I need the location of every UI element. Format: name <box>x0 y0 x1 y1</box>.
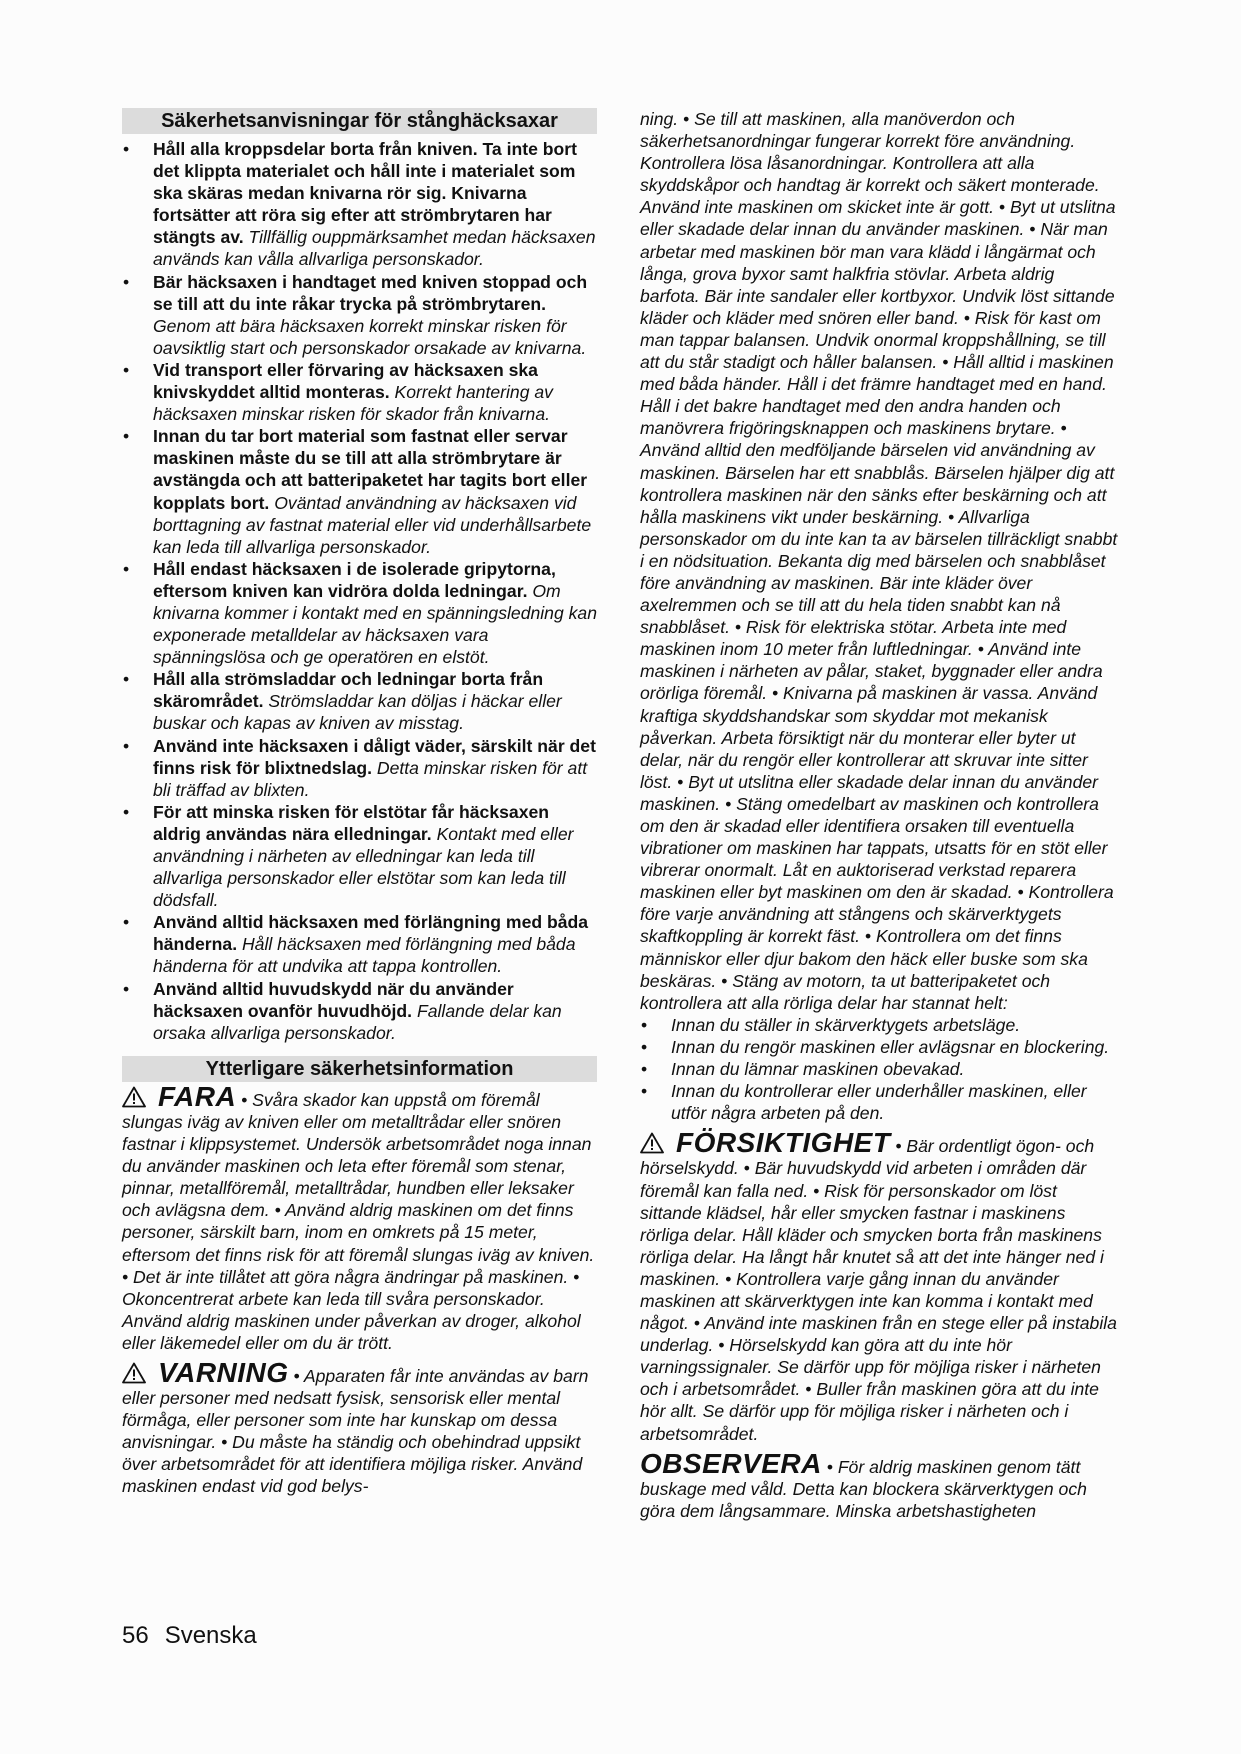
language-label: Svenska <box>164 1622 257 1649</box>
list-item <box>122 668 597 734</box>
list-item <box>122 911 597 977</box>
bullet-italic-text: Om knivarna kommer i kontakt med en spänningsledning kan exponerade metalldelar av häcksaxen vara spänningslösa och ge operatören en elstöt. <box>153 580 598 668</box>
warning-triangle-icon <box>122 1086 146 1108</box>
bullet-italic-text: Fallande delar kan orsaka allvarliga personskador. <box>153 1000 562 1043</box>
caution-paragraph <box>640 1127 1118 1444</box>
notice-text: • För aldrig maskinen genom tätt buskage med våld. Detta kan blockera skärverktygen och göra dem långsammare. Minska arbetshastigheten <box>640 1456 1087 1521</box>
bullet-italic-text: Kontakt med eller användning i närheten av elledningar kan leda till allvarliga personskador eller elstötar som kan leda till dödsfall. <box>153 823 574 911</box>
list-item: • Innan du kontrollerar eller underhåller maskinen, eller utför några arbeten på den. <box>640 1080 1118 1124</box>
bullet-italic-text: Håll häcksaxen med förlängning med båda händerna för att undvika att tappa kontrollen. <box>153 934 576 977</box>
list-item <box>122 425 597 558</box>
bullet-italic-text: Genom att bära häcksaxen korrekt minskar risken för oavsiktlig start och personskador orsakade av knivarna. <box>153 315 587 358</box>
bullet-bold-text: Bär häcksaxen i handtaget med kniven stoppad och se till att du inte råkar trycka på strömbrytaren. <box>153 271 588 314</box>
notice-label: OBSERVERA <box>640 1447 822 1479</box>
bullet-bold-text: Håll endast häcksaxen i de isolerade gripytorna, eftersom kniven kan vidröra dolda ledningar. <box>153 558 556 601</box>
section-header-hedge-trimmer-safety: Säkerhetsanvisningar för stånghäcksaxar <box>122 108 597 134</box>
warning-text: • Apparaten får inte användas av barn eller personer med nedsatt fysisk, sensorisk eller mental förmåga, eller personer som inte har kunskap om dessa anvisningar. • Du måste ha ständig och obehindrad uppsikt över arbetsområdet för att identifiera möjliga risker. Använd maskinen endast vid god belys- <box>122 1365 589 1497</box>
bullet-italic-text: Detta minskar risken för att bli träffad av blixten. <box>153 757 588 800</box>
list-item <box>122 558 597 668</box>
danger-paragraph <box>122 1080 597 1354</box>
bullet-italic-text: Strömsladdar kan döljas i häckar eller buskar och kapas av kniven av misstag. <box>153 691 562 734</box>
stop-conditions-list <box>640 1014 1118 1124</box>
bullet-bold-text: Innan du tar bort material som fastnat eller servar maskinen måste du se till att alla strömbrytare är avstängda och att batteripaketet har tagits bort eller kopplats bort. <box>153 426 588 513</box>
continued-paragraph: ning. • Se till att maskinen, alla manöverdon och säkerhetsanordningar fungerar korrekt före användning. Kontrollera lösa låsanordningar. Kontrollera att alla skyddskåpor och handtag är korrekt och säkert monterade. Använd inte maskinen om skicket inte är gott. • Byt ut utslitna eller skadade delar innan du använder maskinen. • När man arbetar med maskinen bör man vara klädd i långärmat och långa, grova byxor samt halkfria stövlar. Arbeta aldrig barfota. Bär inte sandaler eller kortbyxor. Undvik löst sittande kläder och kläder med snören eller band. • Risk för kast om man tappar balansen. Undvik onormal kroppshållning, se till att du står stadigt och håller balansen. • Håll alltid i maskinen med båda händer. Håll i det främre handtaget med en hand. Håll i det bakre handtaget med den andra handen och manövrera frigöringsknappen och maskinens brytare. • Använd alltid den medföljande bärselen vid användning av maskinen. Bärselen har ett snabblås. Bärselen hjälper dig att kontrollera maskinen när den sänks efter beskärning och att hålla maskinens vikt under beskärning. • Allvarliga personskador om du inte kan ta av bärselen tillräckligt snabbt i en nödsituation. Bekanta dig med bärselen och snabblåset före användning av maskinen. Bär inte kläder över axelremmen och se till att du hela tiden snabbt kan nå snabblåset. • Risk för elektriska stötar. Arbeta inte med maskinen inom 10 meter från luftledningar. • Använd inte maskinen i närheten av pålar, staket, byggnader eller andra orörliga föremål. • Knivarna på maskinen är vassa. Använd kraftiga skyddshandskar som skyddar mot mekanisk påverkan. Arbeta försiktigt när du monterar eller byter ut delar, när du rengör eller kontrollerar att skruvar inte sitter löst. • Byt ut utslitna eller skadade delar innan du använder maskinen. • Stäng omedelbart av maskinen och kontrollera om den är skadad eller identifiera orsaken till eventuella vibrationer om maskinen har tappats, utsatts för en stöt eller vibrerar onormalt. Låt en auktoriserad verkstad reparera maskinen eller byt maskinen om den är skadad. • Kontrollera före varje användning att stångens och skärverktygets skaftkoppling är korrekt fäst. • Kontrollera om det finns människor eller djur bakom den häck eller buske som ska beskäras. • Stäng av motorn, ta ut batteripaketet och kontrollera att alla rörliga delar har stannat helt: <box>640 109 1118 1013</box>
list-item: • Innan du lämnar maskinen obevakad. <box>640 1058 1118 1080</box>
caution-text: • Bär ordentligt ögon- och hörselskydd. • Bär huvudskydd vid arbeten i områden där föremål kan falla ned. • Risk för personskador om löst sittande klädsel, hår eller smycken fastnar i maskinens rörliga delar. Håll kläder och smycken borta från maskinens rörliga delar. Ha långt hår knutet så att det inte hänger ned i maskinen. • Kontrollera varje gång innan du använder maskinen att skärverktygen inte kan komma i kontakt med något. • Använd inte maskinen från en stege eller på instabila underlag. • Hörselskydd kan göra att du inte hör varningssignaler. Se därför upp för möjliga risker i närheten och i arbetsområdet. • Buller från maskinen göra att du inte hör allt. Se därför upp för möjliga risker i närheten och i arbetsområdet. <box>640 1136 1117 1444</box>
right-column <box>640 108 1118 1522</box>
bullet-bold-text: Håll alla strömsladdar och ledningar borta från skärområdet. <box>153 669 544 712</box>
bullet-italic-text: Korrekt hantering av häcksaxen minskar risken för skador från knivarna. <box>153 382 553 425</box>
section-header-additional-safety: Ytterligare säkerhetsinformation <box>122 1056 597 1082</box>
bullet-bold-text: Använd inte häcksaxen i dåligt väder, särskilt när det finns risk för blixtnedslag. <box>153 735 596 778</box>
left-column <box>122 108 597 1498</box>
danger-text: • Svåra skador kan uppstå om föremål slungas iväg av kniven eller om metalltrådar eller snören fastnar i klippsystemet. Undersök arbetsområdet noga innan du använder maskinen och leta efter föremål som stenar, pinnar, metallföremål, metalltrådar, hundben eller leksaker och avlägsna dem. • Använd aldrig maskinen om det finns personer, särskilt barn, inom en omkrets på 15 meter, eftersom det finns risk för att föremål slungas iväg av kniven. • Det är inte tillåtet att göra några ändringar på maskinen. • Okoncentrerat arbete kan leda till svåra personskador. Använd aldrig maskinen under påverkan av droger, alkohol eller läkemedel eller om du är trött. <box>122 1089 595 1353</box>
bullet-bold-text: Använd alltid huvudskydd när du använder häcksaxen ovanför huvudhöjd. <box>153 978 514 1021</box>
warning-triangle-icon <box>640 1132 664 1154</box>
list-item <box>122 735 597 801</box>
list-item <box>122 801 597 911</box>
bullet-bold-text: Håll alla kroppsdelar borta från kniven. Ta inte bort det klippta materialet och håll inte i materialet som ska skäras medan knivarna rör sig. Knivarna fortsätter att röra sig efter att strömbrytaren har stängts av. <box>153 139 577 248</box>
list-item <box>122 138 597 271</box>
bullet-italic-text: Tillfällig ouppmärksamhet medan häcksaxen används kan vålla allvarliga personskador. <box>153 227 596 270</box>
warning-triangle-icon <box>122 1362 146 1384</box>
bullet-bold-text: För att minska risken för elstötar får häcksaxen aldrig användas nära elledningar. <box>153 801 550 844</box>
list-item <box>122 978 597 1044</box>
list-item: • Innan du rengör maskinen eller avlägsnar en blockering. <box>640 1036 1118 1058</box>
bullet-bold-text: Använd alltid häcksaxen med förlängning med båda händerna. <box>153 912 589 955</box>
bullet-bold-text: Vid transport eller förvaring av häcksaxen ska knivskyddet alltid monteras. <box>153 359 538 403</box>
list-item <box>122 271 597 359</box>
warning-label: VARNING <box>158 1356 289 1388</box>
caution-label: FÖRSIKTIGHET <box>676 1127 891 1159</box>
notice-paragraph <box>640 1447 1118 1522</box>
bullet-italic-text: Oväntad användning av häcksaxen vid borttagning av fastnat material eller vid underhållsarbete kan leda till allvarliga personskador. <box>153 492 592 557</box>
warning-paragraph <box>122 1356 597 1498</box>
page-number: 56 <box>122 1622 149 1649</box>
list-item: • Innan du ställer in skärverktygets arbetsläge. <box>640 1014 1118 1036</box>
page-footer <box>122 1622 257 1650</box>
danger-label: FARA <box>158 1080 237 1112</box>
list-item <box>122 359 597 425</box>
safety-bullet-list <box>122 138 597 1044</box>
